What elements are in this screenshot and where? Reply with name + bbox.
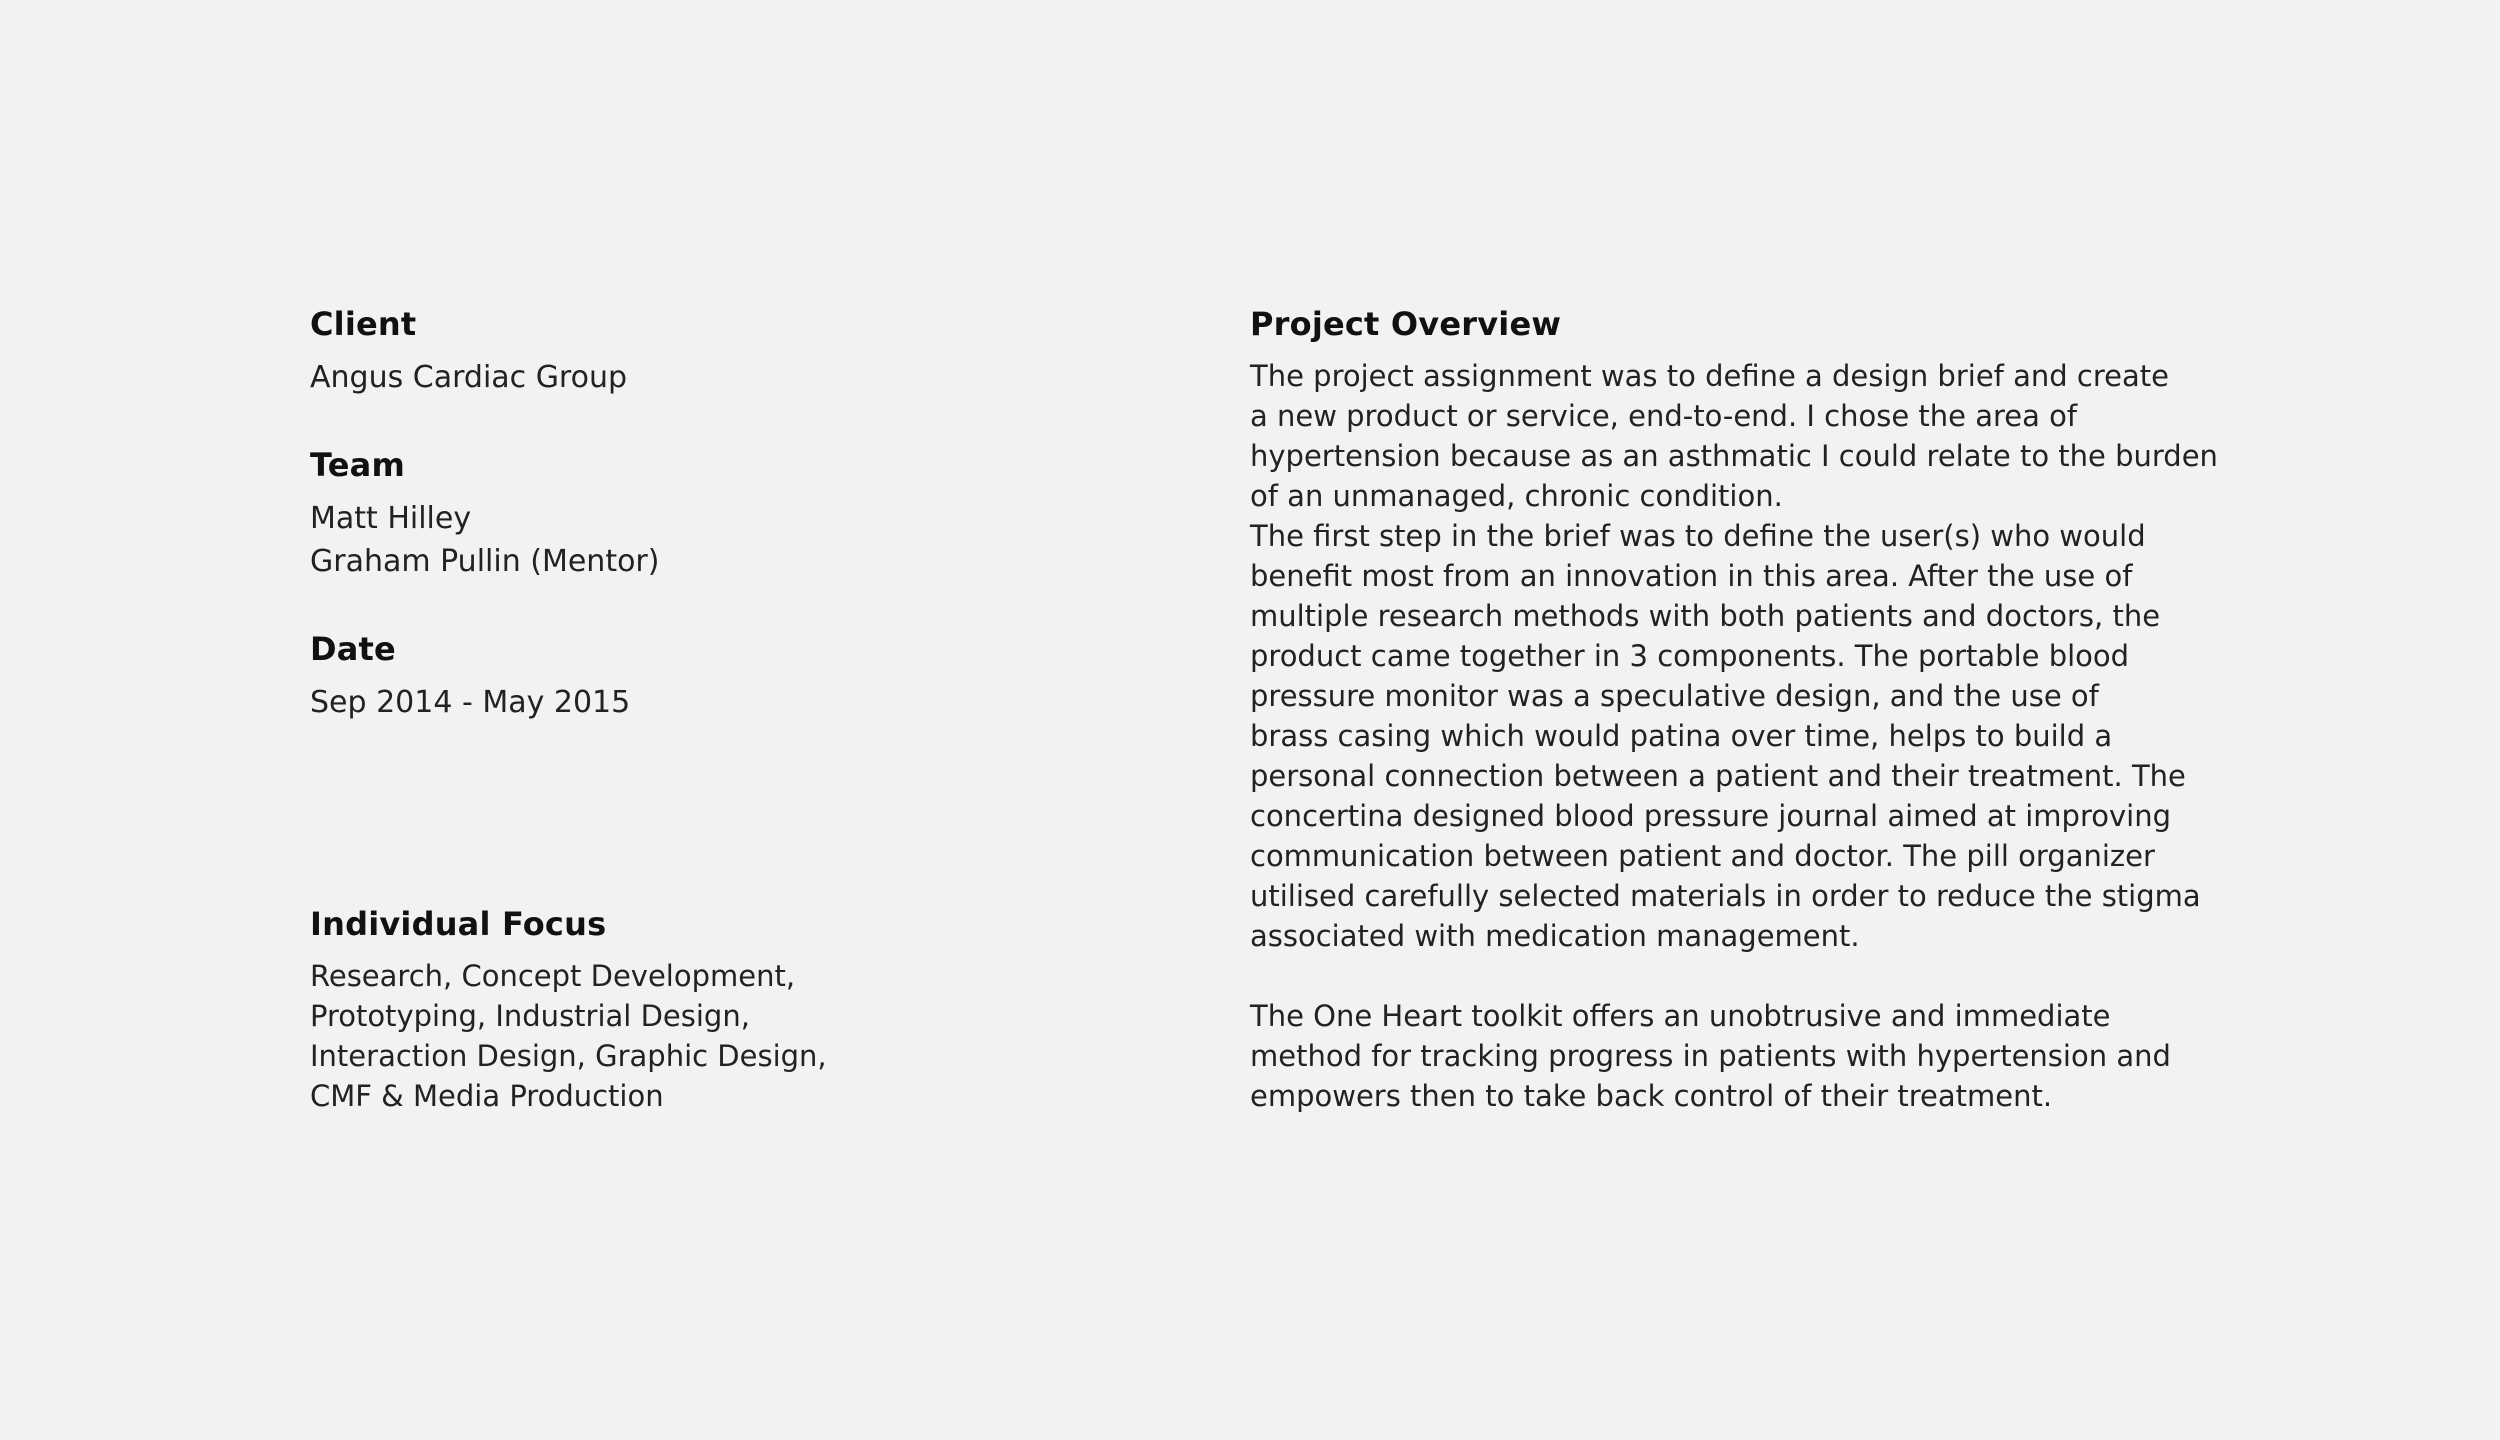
team-member: Graham Pullin (Mentor) — [310, 544, 660, 579]
overview-line: brass casing which would patina over time, helps to build a — [1250, 719, 2113, 753]
overview-line: method for tracking progress in patients with hypertension and — [1250, 1039, 2171, 1073]
overview-paragraph-1 — [1250, 356, 2250, 956]
date-heading: Date — [310, 630, 396, 668]
team-member: Matt Hilley — [310, 501, 472, 536]
team-section — [310, 441, 1130, 583]
team-value — [310, 497, 1130, 583]
team-heading: Team — [310, 446, 406, 484]
overview-line: associated with medication management. — [1250, 919, 1860, 953]
overview-line: a new product or service, end-to-end. I chose the area of — [1250, 399, 2078, 433]
overview-line: concertina designed blood pressure journal aimed at improving — [1250, 799, 2171, 833]
overview-line: pressure monitor was a speculative design, and the use of — [1250, 679, 2099, 713]
client-value — [310, 356, 1130, 399]
overview-line: of an unmanaged, chronic condition. — [1250, 479, 1783, 513]
date-section — [310, 625, 1130, 724]
paragraph-spacer — [1250, 956, 2250, 996]
overview-line: The One Heart toolkit offers an unobtrusive and immediate — [1250, 999, 2111, 1033]
overview-line: communication between patient and doctor. The pill organizer — [1250, 839, 2155, 873]
overview-paragraph-2 — [1250, 996, 2250, 1116]
client-section — [310, 300, 1130, 399]
overview-line: benefit most from an innovation in this area. After the use of — [1250, 559, 2133, 593]
overview-line: hypertension because as an asthmatic I could relate to the burden — [1250, 439, 2218, 473]
overview-line: product came together in 3 components. The portable blood — [1250, 639, 2130, 673]
overview-line: The project assignment was to define a design brief and create — [1250, 359, 2169, 393]
date-value — [310, 681, 1130, 724]
focus-line: Research, Concept Development, — [310, 959, 796, 993]
overview-line: personal connection between a patient and their treatment. The — [1250, 759, 2186, 793]
overview-line: multiple research methods with both patients and doctors, the — [1250, 599, 2161, 633]
focus-line: CMF & Media Production — [310, 1079, 664, 1113]
focus-line: Prototyping, Industrial Design, — [310, 999, 750, 1033]
focus-heading: Individual Focus — [310, 905, 607, 943]
focus-line: Interaction Design, Graphic Design, — [310, 1039, 827, 1073]
overview-line: The first step in the brief was to define the user(s) who would — [1250, 519, 2146, 553]
overview-heading: Project Overview — [1250, 305, 1562, 343]
project-details — [310, 300, 1130, 766]
focus-value — [310, 956, 1130, 1116]
overview-line: utilised carefully selected materials in order to reduce the stigma — [1250, 879, 2201, 913]
individual-focus-section — [310, 900, 1130, 1116]
project-overview-section — [1250, 300, 2250, 1116]
overview-line: empowers then to take back control of their treatment. — [1250, 1079, 2053, 1113]
client-heading: Client — [310, 305, 417, 343]
client-name: Angus Cardiac Group — [310, 360, 628, 395]
date-range: Sep 2014 - May 2015 — [310, 685, 631, 720]
